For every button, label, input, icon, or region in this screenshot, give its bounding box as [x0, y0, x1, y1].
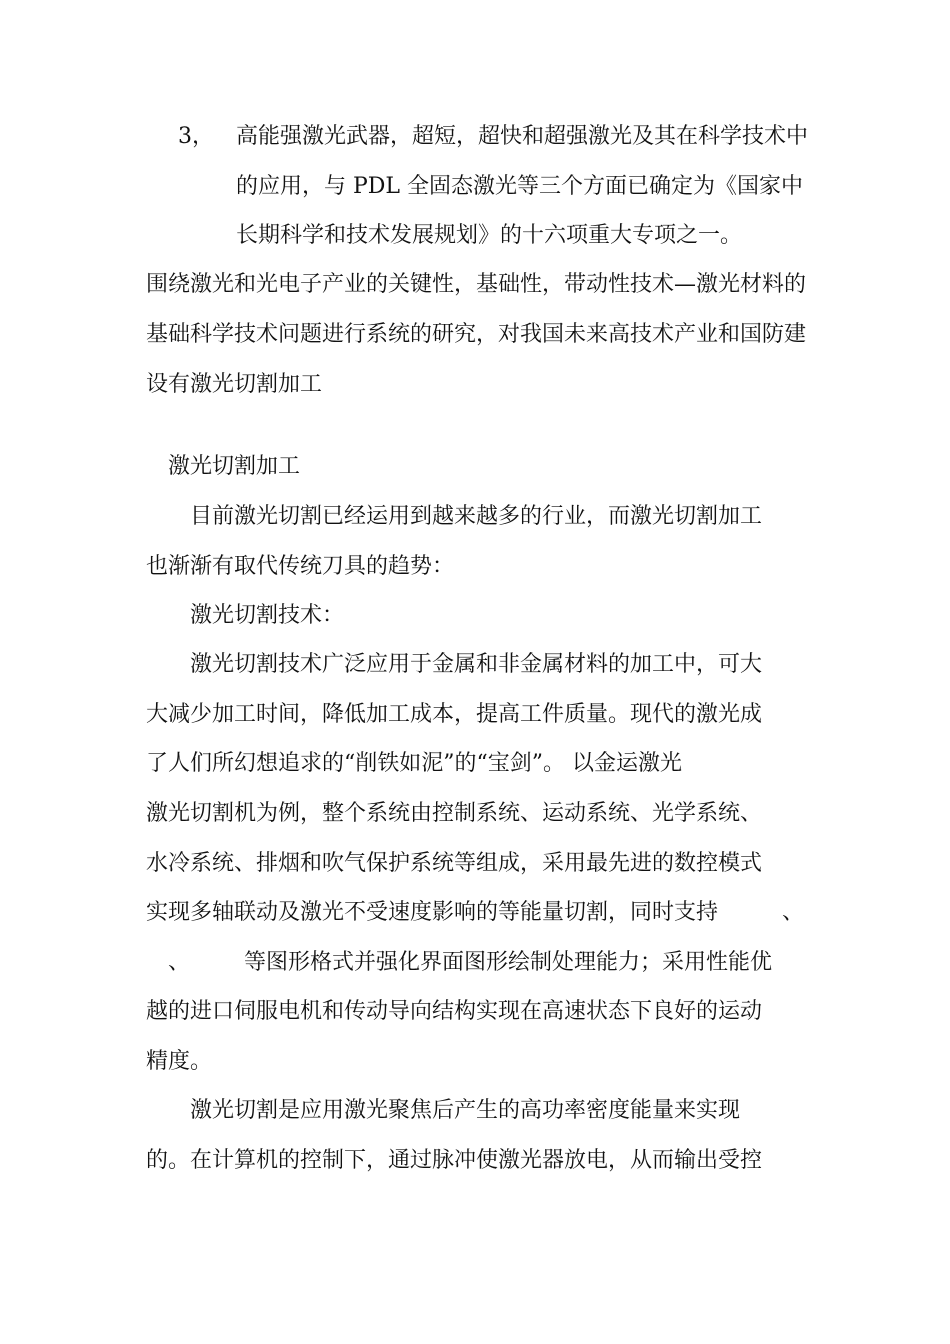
paragraph-3-line-4: 激光切割机为例，整个系统由控制系统、运动系统、光学系统、: [146, 801, 763, 826]
paragraph-3-line-6-trailing-comma: 、: [782, 900, 805, 925]
paragraph-2-line-2: 也渐渐有取代传统刀具的趋势：: [146, 554, 455, 579]
section-heading: 激光切割加工: [168, 454, 301, 479]
subheading: 激光切割技术：: [190, 603, 345, 628]
paragraph-4-line-2: 的。在计算机的控制下，通过脉冲使激光器放电，从而输出受控: [146, 1148, 763, 1173]
list-item-number: 3，: [178, 124, 214, 149]
paragraph-3-line-7: 等图形格式并强化界面图形绘制处理能力；采用性能优: [244, 950, 773, 975]
paragraph-3-line-8: 越的进口伺服电机和传动导向结构实现在高速状态下良好的运动: [146, 999, 763, 1024]
paragraph-3-line-7-comma: 、: [168, 950, 191, 975]
paragraph-1-line-1: 围绕激光和光电子产业的关键性，基础性，带动性技术—激光材料的: [146, 272, 807, 297]
list-item-line-3: 长期科学和技术发展规划》的十六项重大专项之一。: [236, 223, 743, 248]
paragraph-3-line-9: 精度。: [146, 1049, 213, 1074]
paragraph-1-line-2: 基础科学技术问题进行系统的研究，对我国未来高技术产业和国防建: [146, 322, 807, 347]
paragraph-3-line-3: 了人们所幻想追求的“削铁如泥”的“宝剑”。 以金运激光: [146, 751, 682, 776]
paragraph-4-line-1: 激光切割是应用激光聚焦后产生的高功率密度能量来实现: [190, 1098, 741, 1123]
paragraph-1-line-3: 设有激光切割加工: [146, 372, 323, 397]
list-item-line-2: 的应用，与 PDL 全固态激光等三个方面已确定为《国家中: [236, 174, 804, 199]
paragraph-3-line-1: 激光切割技术广泛应用于金属和非金属材料的加工中，可大: [190, 652, 763, 677]
paragraph-2-line-1: 目前激光切割已经运用到越来越多的行业，而激光切割加工: [190, 504, 763, 529]
paragraph-3-line-5: 水冷系统、排烟和吹气保护系统等组成，采用最先进的数控模式: [146, 851, 763, 876]
paragraph-3-line-2: 大减少加工时间，降低加工成本，提高工件质量。现代的激光成: [146, 702, 763, 727]
list-item-line-1: 高能强激光武器，超短，超快和超强激光及其在科学技术中: [236, 124, 809, 149]
paragraph-3-line-6: 实现多轴联动及激光不受速度影响的等能量切割，同时支持: [146, 900, 719, 925]
